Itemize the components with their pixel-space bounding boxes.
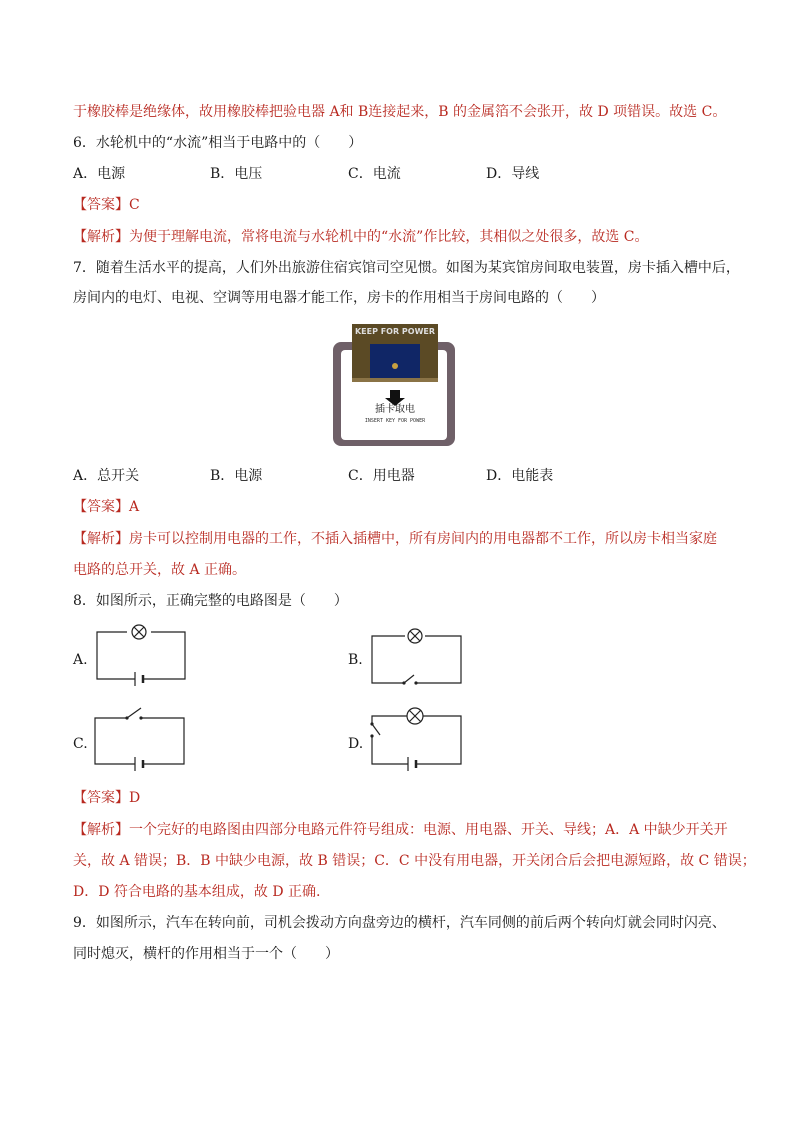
circuit-diagram-d bbox=[368, 704, 464, 776]
q7-option-d: D．电能表 bbox=[486, 468, 554, 484]
keycard-slot-image bbox=[330, 322, 458, 450]
answer-tag: 【答案】 bbox=[73, 197, 129, 213]
answer-value: D bbox=[129, 790, 141, 806]
answer-tag: 【答案】 bbox=[73, 790, 129, 806]
card-text: KEEP FOR POWER bbox=[354, 327, 436, 336]
analysis-text: 房卡可以控制用电器的工作，不插入插槽中，所有房间内的用电器都不工作，所以房卡相当家庭 bbox=[129, 531, 717, 547]
q6-option-b: B．电压 bbox=[210, 166, 263, 182]
circuit-diagram-a bbox=[95, 621, 187, 689]
analysis-tag: 【解析】 bbox=[73, 531, 129, 547]
q6-answer bbox=[73, 195, 140, 215]
answer-tag: 【答案】 bbox=[73, 499, 129, 515]
analysis-text: 为便于理解电流，常将电流与水轮机中的“水流”作比较，其相似之处很多，故选 C。 bbox=[129, 229, 649, 245]
card-label-cn: 插卡取电 bbox=[375, 404, 415, 415]
q7-stem-line1: 7．随着生活水平的提高，人们外出旅游住宿宾馆司空见惯。如图为某宾馆房间取电装置，房卡插入槽中后， bbox=[73, 260, 740, 276]
q8-option-c-label: C. bbox=[73, 736, 88, 752]
q8-analysis-line2: 关，故 A 错误；B．B 中缺少电源，故 B 错误；C．C 中没有用电器，开关闭合后会把电源短路，故 C 错误； bbox=[73, 853, 756, 869]
q8-answer bbox=[73, 788, 140, 808]
analysis-tag: 【解析】 bbox=[73, 229, 129, 245]
q8-analysis-line3: D．D 符合电路的基本组成，故 D 正确. bbox=[73, 884, 321, 900]
q7-option-b: B．电源 bbox=[210, 468, 263, 484]
q8-option-d-label: D. bbox=[348, 736, 364, 752]
q9-stem-line2: 同时熄灭，横杆的作用相当于一个（ ） bbox=[73, 946, 339, 962]
circuit-diagram-b bbox=[370, 625, 464, 689]
card-label-en: INSERT KEY FOR POWER bbox=[364, 418, 426, 424]
answer-value: C bbox=[129, 197, 140, 213]
q7-option-c: C．用电器 bbox=[348, 468, 415, 484]
q7-answer bbox=[73, 497, 139, 517]
circuit-diagram-c bbox=[93, 704, 187, 776]
q8-option-a-label: A. bbox=[73, 652, 88, 668]
q7-analysis-line2: 电路的总开关，故 A 正确。 bbox=[73, 562, 247, 578]
q6-stem: 6．水轮机中的“水流”相当于电路中的（ ） bbox=[73, 135, 363, 151]
answer-value: A bbox=[129, 499, 140, 515]
q6-option-a: A．电源 bbox=[73, 166, 126, 182]
q6-option-c: C．电流 bbox=[348, 166, 401, 182]
q7-option-a: A．总开关 bbox=[73, 468, 140, 484]
q8-analysis-line1 bbox=[73, 820, 728, 840]
q5-analysis-tail: 于橡胶棒是绝缘体，故用橡胶棒把验电器 A和 B连接起来，B 的金属箔不会张开，故 D 项错误。故选 C。 bbox=[73, 104, 727, 120]
q7-analysis-line1 bbox=[73, 529, 717, 549]
q8-stem: 8．如图所示，正确完整的电路图是（ ） bbox=[73, 593, 348, 609]
analysis-tag: 【解析】 bbox=[73, 822, 129, 838]
analysis-text: 一个完好的电路图由四部分电路元件符号组成：电源、用电器、开关、导线；A．A 中缺少开关开 bbox=[129, 822, 728, 838]
q7-stem-line2: 房间内的电灯、电视、空调等用电器才能工作，房卡的作用相当于房间电路的（ ） bbox=[73, 290, 605, 306]
q6-analysis bbox=[73, 227, 648, 247]
q9-stem-line1: 9．如图所示，汽车在转向前，司机会拨动方向盘旁边的横杆，汽车同侧的前后两个转向灯就会同时闪亮、 bbox=[73, 915, 726, 931]
q6-option-d: D．导线 bbox=[486, 166, 540, 182]
q8-option-b-label: B. bbox=[348, 652, 363, 668]
